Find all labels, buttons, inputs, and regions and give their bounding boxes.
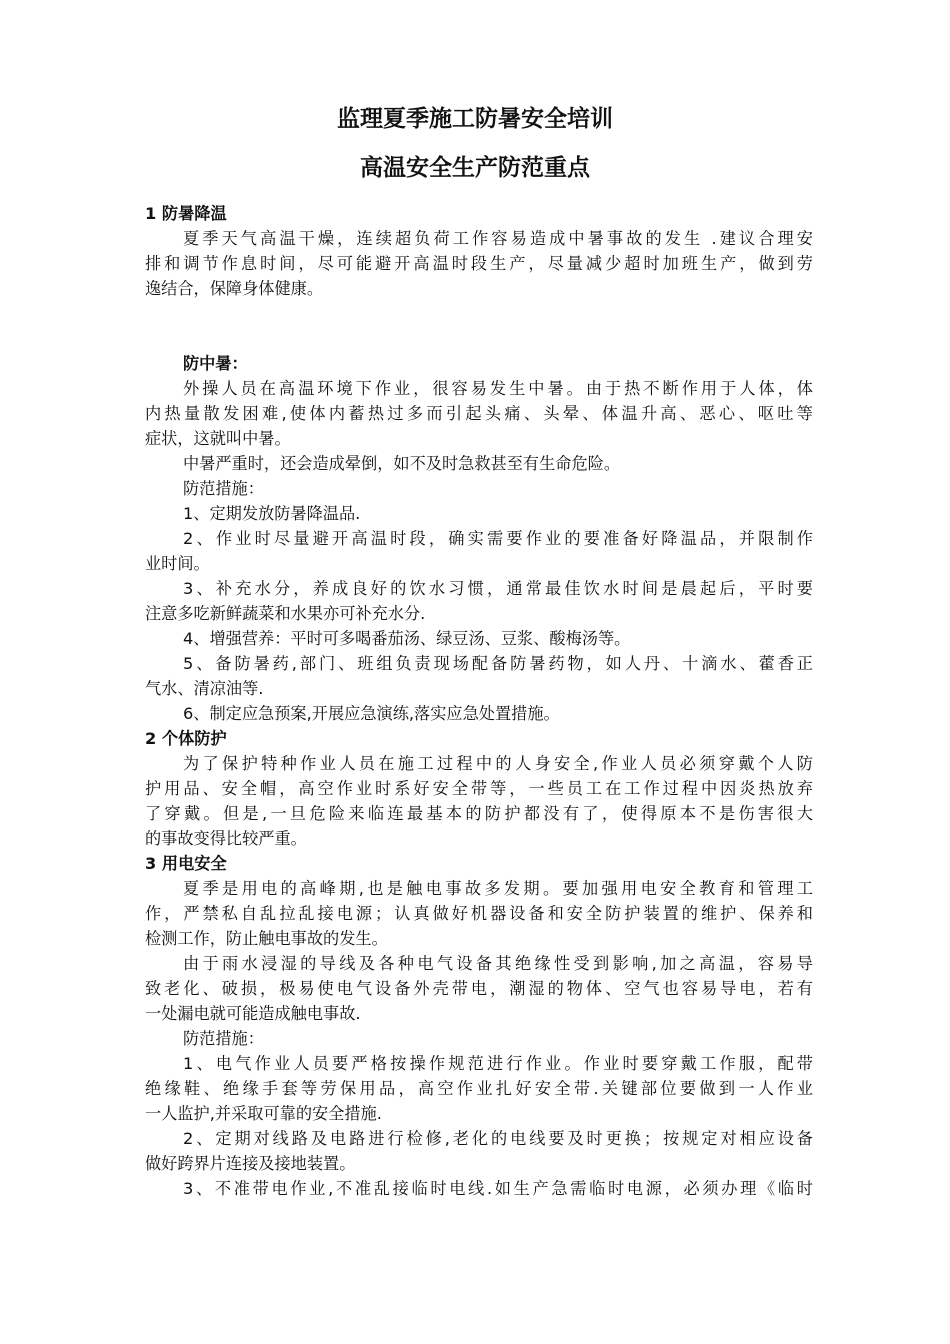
paragraph-gap [145,301,813,351]
document-subtitle: 高温安全生产防范重点 [360,155,590,181]
text-line: 气水、清凉油等. [145,679,264,698]
text-line: 致老化、破损，极易使电气设备外壳带电，潮湿的物体、空气也容易导电，若有 [145,979,813,998]
text-line: 注意多吃新鲜蔬菜和水果亦可补充水分. [145,604,426,623]
text-line: 4、增强营养：平时可多喝番茄汤、绿豆汤、豆浆、酸梅汤等。 [183,629,631,648]
text-line: 2、定期对线路及电路进行检修,老化的电线要及时更换；按规定对相应设备 [183,1129,813,1148]
text-line: 内热量散发困难,使体内蓄热过多而引起头痛、头晕、体温升高、恶心、呕吐等 [145,404,813,423]
text-line: 一处漏电就可能造成触电事故. [145,1004,361,1023]
text-line: 3、补充水分，养成良好的饮水习惯，通常最佳饮水时间是晨起后，平时要 [183,579,813,598]
section-heading: 2 个体防护 [145,729,227,748]
text-line: 1、定期发放防暑降温品. [183,504,361,523]
text-line: 了穿戴。但是,一旦危险来临连最基本的防护都没有了，使得原本不是伤害很大 [145,804,813,823]
text-line: 由于雨水浸湿的导线及各种电气设备其绝缘性受到影响,加之高温，容易导 [183,954,813,973]
document-title: 监理夏季施工防暑安全培训 [337,106,613,132]
text-line: 做好跨界片连接及接地装置。 [145,1154,356,1173]
text-line: 夏季天气高温干燥，连续超负荷工作容易造成中暑事故的发生 .建议合理安 [183,229,813,248]
section-heading: 3 用电安全 [145,854,227,873]
text-line: 外操人员在高温环境下作业，很容易发生中暑。由于热不断作用于人体，体 [183,379,813,398]
text-line: 6、制定应急预案,开展应急演练,落实应急处置措施。 [183,704,560,723]
text-line: 1、电气作业人员要严格按操作规范进行作业。作业时要穿戴工作服，配带 [183,1054,813,1073]
text-line: 作，严禁私自乱拉乱接电源；认真做好机器设备和安全防护装置的维护、保养和 [145,904,813,923]
text-line: 防范措施： [183,1029,264,1048]
section-heading: 防中暑： [183,354,248,373]
document-body [145,201,813,1201]
text-line: 检测工作，防止触电事故的发生。 [145,929,388,948]
text-line: 中暑严重时，还会造成晕倒，如不及时急救甚至有生命危险。 [183,454,621,473]
text-line: 逸结合，保障身体健康。 [145,279,324,298]
text-line: 业时间。 [145,554,210,573]
text-line: 防范措施： [183,479,264,498]
text-line: 绝缘鞋、绝缘手套等劳保用品，高空作业扎好安全带.关键部位要做到一人作业 [145,1079,813,1098]
text-line: 5、备防暑药,部门、班组负责现场配备防暑药物，如人丹、十滴水、藿香正 [183,654,813,673]
text-line: 2、作业时尽量避开高温时段，确实需要作业的要准备好降温品，并限制作 [183,529,813,548]
text-line: 夏季是用电的高峰期,也是触电事故多发期。要加强用电安全教育和管理工 [183,879,813,898]
text-line: 的事故变得比较严重。 [145,829,307,848]
text-line: 症状，这就叫中暑。 [145,429,291,448]
text-line: 3、不准带电作业,不准乱接临时电线.如生产急需临时电源，必须办理《临时 [183,1179,813,1198]
text-line: 护用品、安全帽，高空作业时系好安全带等，一些员工在工作过程中因炎热放弃 [145,779,813,798]
text-line: 排和调节作息时间，尽可能避开高温时段生产，尽量减少超时加班生产，做到劳 [145,254,813,273]
text-line: 一人监护,并采取可靠的安全措施. [145,1104,382,1123]
section-heading: 1 防暑降温 [145,204,227,223]
text-line: 为了保护特种作业人员在施工过程中的人身安全,作业人员必须穿戴个人防 [183,754,813,773]
